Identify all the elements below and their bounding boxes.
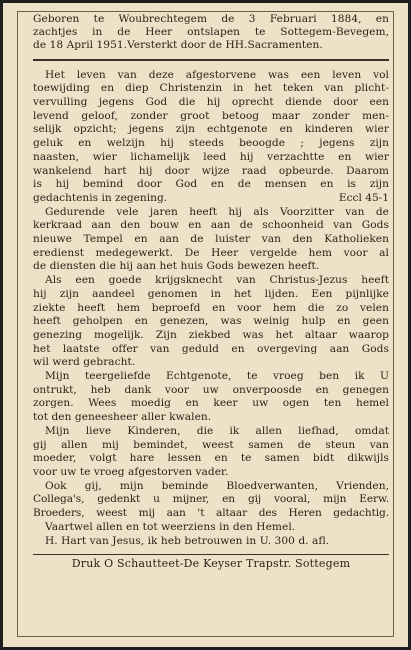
card-text bbox=[33, 13, 389, 571]
body-line: zorgen. Wees moedig en keer uw ogen ten hemel bbox=[33, 397, 389, 410]
header-block bbox=[33, 13, 389, 53]
body-line: wankelend hart hij door wijze raad opbeurde. Daarom bbox=[33, 164, 389, 177]
body-line: geluk en welzijn hij steeds beoogde ; jegens zijn bbox=[33, 137, 389, 150]
divider-bottom bbox=[33, 554, 389, 555]
body-line: selijk opzicht; jegens zijn echtgenote en kinderen wier bbox=[33, 123, 389, 136]
body-paragraph-1 bbox=[33, 69, 389, 206]
divider-top bbox=[33, 59, 389, 61]
body-line: moeder, volgt hare lessen en te samen bidt dikwijls bbox=[33, 452, 389, 465]
body-line: kerkraad aan den bouw en aan de schoonheid van Gods bbox=[33, 219, 389, 232]
body-line: wil werd gebracht. bbox=[33, 356, 136, 369]
body-line: ontrukt, heb dank voor uw onverpoosde en genegen bbox=[33, 383, 389, 396]
body-line: heeft geholpen en genezen, was weinig hulp en geen bbox=[33, 315, 389, 328]
body-line: eredienst medegewerkt. De Heer vergelde hem voor al bbox=[33, 246, 389, 259]
body-line: Collega's, gedenkt u mijner, en gij vooral, mijn Eerw. bbox=[33, 493, 389, 506]
body-line: tot den geneesheer aller kwalen. bbox=[33, 411, 212, 424]
printer-imprint: Druk O Schautteet-De Keyser Trapstr. Sottegem bbox=[71, 557, 351, 571]
citation-line bbox=[33, 192, 389, 206]
body-line: Broeders, weest mij aan 't altaar des Heren gedachtig. bbox=[33, 507, 389, 520]
body-line: Gedurende vele jaren heeft hij als Voorzitter van de bbox=[45, 205, 389, 218]
body-line: hij zijn aandeel genomen in het lijden. Een pijnlijke bbox=[33, 287, 389, 300]
body-line: voor uw te vroeg afgestorven vader. bbox=[33, 466, 229, 478]
body-line: het laatste offer van geduld en overgeving aan Gods bbox=[33, 342, 389, 355]
body-line: Mijn teergeliefde Echtgenote, te vroeg ben ik U bbox=[45, 370, 389, 383]
body-line: H. Hart van Jesus, ik heb betrouwen in U. 300 d. afl. bbox=[45, 534, 330, 547]
body-line: vervulling jegens God die hij oprecht diende door een bbox=[33, 96, 389, 109]
body-line: naasten, wier lichamelijk leed hij verzachtte en wier bbox=[33, 150, 389, 163]
body-line: de diensten die hij aan het huis Gods bewezen heeft. bbox=[33, 260, 320, 273]
header-line: zachtjes in de Heer ontslapen te Sottegem-Bevegem, bbox=[33, 26, 389, 39]
header-line: Geboren te Woubrechtegem de 3 Februari 1884, en bbox=[33, 13, 389, 25]
body-paragraph-2 bbox=[33, 206, 389, 549]
body-line: Mijn lieve Kinderen, die ik allen liefhad, omdat bbox=[45, 424, 389, 437]
body-line: nieuwe Tempel en aan de luister van den Katholieken bbox=[33, 233, 389, 246]
body-line: Als een goede krijgsknecht van Christus-Jezus heeft bbox=[45, 274, 389, 287]
body-line: Ook gij, mijn beminde Bloedverwanten, Vrienden, bbox=[45, 479, 389, 492]
body-line: toewijding en diep Christenzin in het teken van plicht- bbox=[33, 82, 389, 95]
memorial-card bbox=[3, 3, 408, 647]
body-line: genezing mogelijk. Zijn ziekbed was het altaar waarop bbox=[33, 328, 389, 341]
body-line: ziekte heeft hem beproefd en voor hem die zo velen bbox=[33, 301, 389, 314]
body-line: is hij bemind door God en de mensen en is zijn bbox=[33, 178, 389, 191]
citation-ref: Eccl 45-1 bbox=[338, 191, 389, 204]
body-line: levend geloof, zonder groot betoog maar zonder men- bbox=[33, 109, 389, 122]
body-line: Vaartwel allen en tot weerziens in den Hemel. bbox=[45, 520, 296, 533]
header-line: de 18 April 1951.Versterkt door de HH.Sacramenten. bbox=[33, 39, 323, 52]
body-line: Het leven van deze afgestorvene was een leven vol bbox=[45, 68, 389, 81]
body-line: gij allen mij bemindet, weest samen de steun van bbox=[33, 438, 389, 451]
citation-text: gedachtenis in zegening. bbox=[33, 191, 168, 204]
